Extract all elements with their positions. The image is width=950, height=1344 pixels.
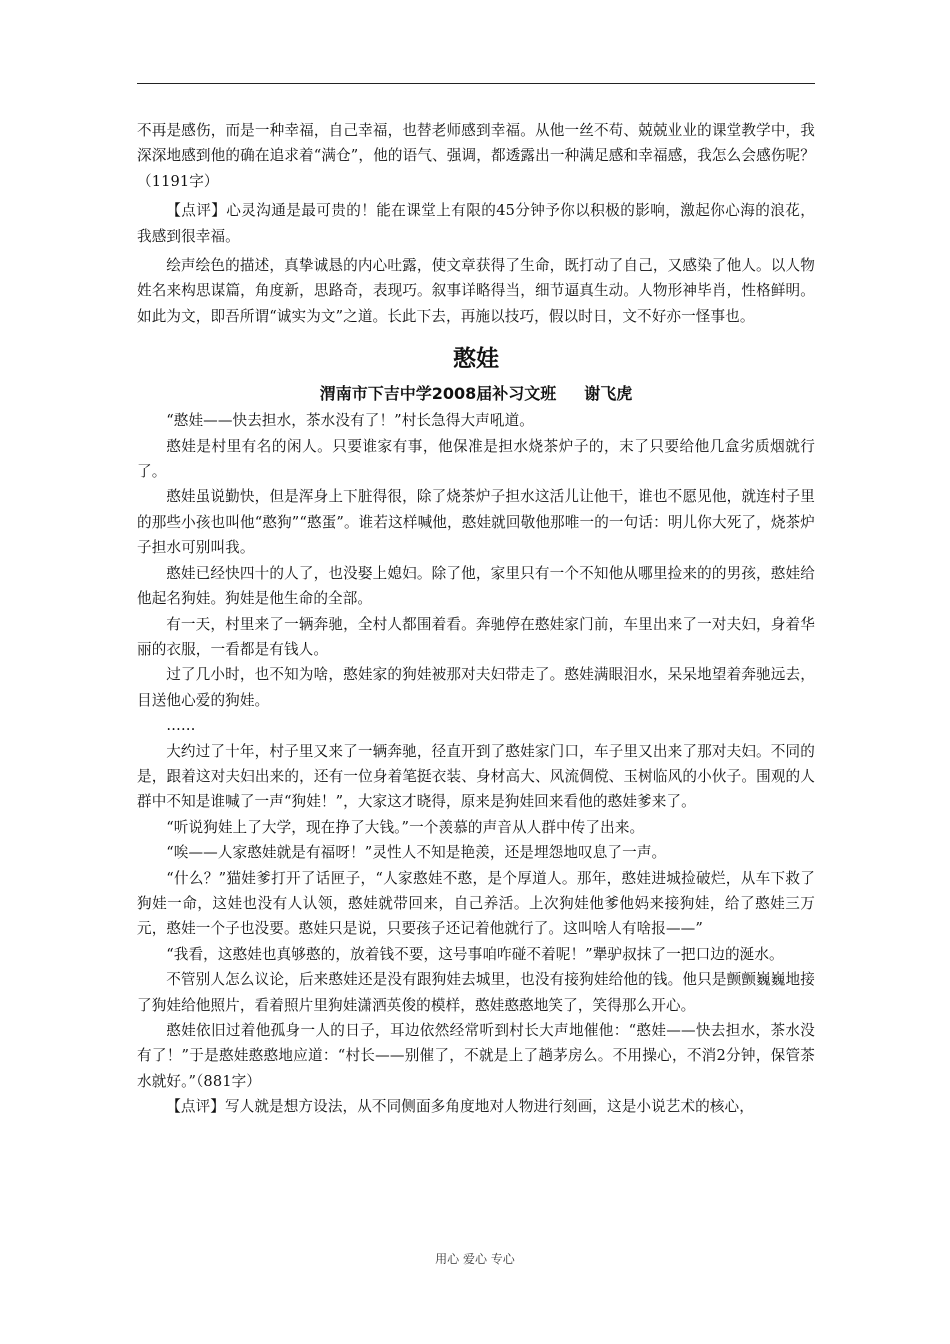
page-footer: 用心 爱心 专心 <box>435 1252 515 1266</box>
article-paragraph: “什么？”猫娃爹打开了话匣子，“人家憨娃不憨，是个厚道人。那年，憨娃进城捡破烂，从车下救了狗娃一命，这娃也没有人认领，憨娃就带回来，自己养活。上次狗娃他爹他妈来接狗娃，给了憨娃三万元，憨娃一个子也没要。憨娃只是说，只要孩子还记着他就行了。这叫啥人有啥报——” <box>137 869 815 938</box>
article-paragraph: 大约过了十年，村子里又来了一辆奔驰，径直开到了憨娃家门口，车子里又出来了那对夫妇。不同的是，跟着这对夫妇出来的，还有一位身着笔挺衣装、身材高大、风流倜傥、玉树临风的小伙子。围观的人群中不知是谁喊了一声“狗娃！”，大家这才晓得，原来是狗娃回来看他的憨娃爹来了。 <box>137 742 815 811</box>
article-paragraph: “憨娃——快去担水，茶水没有了！”村长急得大声吼道。 <box>166 412 534 430</box>
article-paragraph: “唉——人家憨娃就是有福呀！”灵性人不知是艳羡，还是埋怨地叹息了一声。 <box>166 844 667 862</box>
article-byline <box>137 381 815 407</box>
article-paragraph: 憨娃依旧过着他孤身一人的日子，耳边依然经常听到村长大声地催他：“憨娃——快去担水，茶水没有了！”于是憨娃憨憨地应道：“村长——别催了，不就是上了趟茅房么。不用操心，不消2分钟，保管茶水就好。”（881字） <box>137 1022 815 1090</box>
article-title: 憨娃 <box>453 346 499 373</box>
commentary-paragraph: 【点评】心灵沟通是最可贵的！能在课堂上有限的45分钟予你以积极的影响，激起你心海的浪花，我感到很幸福。 <box>137 202 815 245</box>
article-paragraph: 过了几小时，也不知为啥，憨娃家的狗娃被那对夫妇带走了。憨娃满眼泪水，呆呆地望着奔驰远去，目送他心爱的狗娃。 <box>137 666 815 709</box>
article-paragraph: 有一天，村里来了一辆奔驰，全村人都围着看。奔驰停在憨娃家门前，车里出来了一对夫妇，身着华丽的衣服，一看都是有钱人。 <box>137 615 815 658</box>
ellipsis-line: …… <box>166 717 196 735</box>
commentary-paragraph: 绘声绘色的描述，真挚诚恳的内心吐露，使文章获得了生命，既打动了自己，又感染了他人。以人物姓名来构思谋篇，角度新，思路奇，表现巧。叙事详略得当，细节逼真生动。人物形神毕肖，性格鲜明。如此为文，即吾所谓“诚实为文”之道。长此下去，再施以技巧，假以时日，文不好亦一怪事也。 <box>137 257 815 325</box>
commentary-paragraph: 【点评】写人就是想方设法，从不同侧面多角度地对人物进行刻画，这是小说艺术的核心， <box>166 1098 754 1116</box>
continuation-paragraph: 不再是感伤，而是一种幸福，自己幸福，也替老师感到幸福。从他一丝不苟、兢兢业业的课堂教学中，我深深地感到他的确在追求着“满仓”，他的语气、强调，都透露出一种满足感和幸福感，我怎么会感伤呢？（1191字） <box>137 122 815 190</box>
article-paragraph: “我看，这憨娃也真够憨的，放着钱不要，这号事咱咋碰不着呢！”犟驴叔抹了一把口边的涎水。 <box>166 945 784 963</box>
author-school: 渭南市下吉中学2008届补习文班 <box>319 384 557 404</box>
article-paragraph: 不管别人怎么议论，后来憨娃还是没有跟狗娃去城里，也没有接狗娃给他的钱。他只是颤颤巍巍地接了狗娃给他照片，看着照片里狗娃潇洒英俊的模样，憨娃憨憨地笑了，笑得那么开心。 <box>137 971 815 1014</box>
header-rule <box>137 83 815 84</box>
article-paragraph: 憨娃是村里有名的闲人。只要谁家有事，他保准是担水烧茶炉子的，末了只要给他几盒劣质烟就行了。 <box>137 437 815 481</box>
article-paragraph: 憨娃虽说勤快，但是浑身上下脏得很，除了烧茶炉子担水这活儿让他干，谁也不愿见他，就连村子里的那些小孩也叫他“憨狗”“憨蛋”。谁若这样喊他，憨娃就回敬他那唯一的一句话：明儿你大死了，烧茶炉子担水可别叫我。 <box>137 488 815 557</box>
page-content <box>137 118 815 1120</box>
article-paragraph: “听说狗娃上了大学，现在挣了大钱。”一个羡慕的声音从人群中传了出来。 <box>166 818 645 836</box>
author-name: 谢飞虎 <box>584 384 633 404</box>
article-paragraph: 憨娃已经快四十的人了，也没娶上媳妇。除了他，家里只有一个不知他从哪里捡来的的男孩，憨娃给他起名狗娃。狗娃是他生命的全部。 <box>137 564 815 608</box>
